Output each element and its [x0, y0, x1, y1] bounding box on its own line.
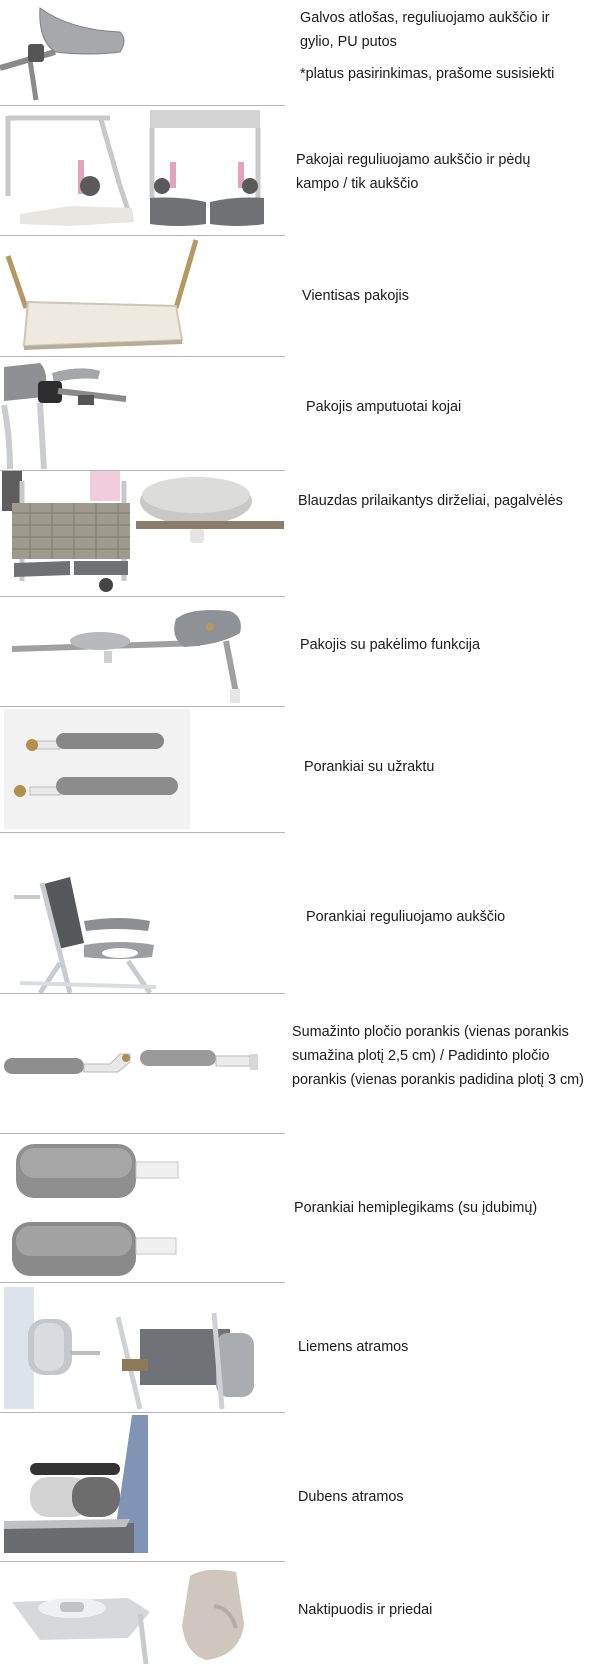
accessory-row-elevating-legrest — [0, 597, 604, 707]
footrests-text: Pakojai reguliuojamo aukščio ir pėdų kampo / tik aukščio — [296, 152, 531, 192]
adjustable-armrests-description — [306, 905, 576, 929]
accessory-row-adjustable-armrests — [0, 833, 604, 994]
accessory-row-hemiplegic-armrests — [0, 1134, 604, 1283]
hemiplegic-armrests-description — [294, 1196, 594, 1220]
accessory-row-footrests — [0, 106, 604, 236]
pelvic-supports-image — [0, 1413, 160, 1562]
adjustable-armrests-text: Porankiai reguliuojamo aukščio — [306, 909, 506, 925]
hemiplegic-armrests-image — [0, 1134, 190, 1283]
accessory-row-commode-pan — [0, 1562, 604, 1669]
elevating-legrest-text: Pakojis su pakėlimo funkcija — [300, 637, 480, 653]
footrests-description — [296, 148, 566, 196]
accessory-row-lockable-armrests — [0, 707, 604, 833]
lockable-armrests-image — [0, 707, 190, 833]
pelvic-supports-text: Dubens atramos — [298, 1489, 404, 1505]
elevating-legrest-image — [0, 597, 260, 707]
commode-pan-text: Naktipuodis ir priedai — [298, 1602, 433, 1618]
adjustable-armrests-image — [0, 833, 160, 994]
commode-pan-description — [298, 1598, 568, 1622]
amputee-legrest-text: Pakojis amputuotai kojai — [306, 399, 462, 415]
accessory-row-calf-support — [0, 471, 604, 597]
amputee-legrest-description — [306, 395, 576, 419]
commode-pan-image — [0, 1562, 270, 1669]
width-armrests-image — [0, 994, 270, 1134]
accessory-row-width-armrests — [0, 994, 604, 1134]
solid-footplate-text: Vientisas pakojis — [302, 288, 409, 304]
amputee-legrest-image — [0, 357, 130, 471]
hemiplegic-armrests-text: Porankiai hemiplegikams (su įdubimų) — [294, 1200, 538, 1216]
trunk-supports-image — [0, 1283, 270, 1413]
trunk-supports-text: Liemens atramos — [298, 1339, 409, 1355]
accessory-row-trunk-supports — [0, 1283, 604, 1413]
headrest-note: *platus pasirinkimas, prašome susisiekti — [300, 66, 555, 82]
footrests-image — [0, 106, 285, 236]
lockable-armrests-description — [304, 755, 574, 779]
calf-support-description — [298, 489, 598, 513]
elevating-legrest-description — [300, 633, 580, 657]
calf-support-text: Blauzdas prilaikantys dirželiai, pagalvėlės — [298, 493, 563, 509]
headrest-image — [0, 0, 130, 106]
trunk-supports-description — [298, 1335, 568, 1359]
width-armrests-description — [292, 1020, 598, 1092]
calf-support-image — [0, 471, 285, 597]
accessory-row-headrest — [0, 0, 604, 106]
headrest-description — [300, 6, 580, 86]
headrest-text: Galvos atlošas, reguliuojamo aukščio ir gylio, PU putos — [300, 10, 550, 50]
pelvic-supports-description — [298, 1485, 568, 1509]
accessory-row-pelvic-supports — [0, 1413, 604, 1562]
solid-footplate-image — [0, 236, 200, 357]
accessory-row-amputee-legrest — [0, 357, 604, 471]
lockable-armrests-text: Porankiai su užraktu — [304, 759, 435, 775]
solid-footplate-description — [302, 284, 572, 308]
accessory-row-solid-footplate — [0, 236, 604, 357]
width-armrests-text: Sumažinto pločio porankis (vienas porankis sumažina plotį 2,5 cm) / Padidinto pločio porankis (vienas porankis padidina plotį 3 cm) — [292, 1024, 584, 1088]
